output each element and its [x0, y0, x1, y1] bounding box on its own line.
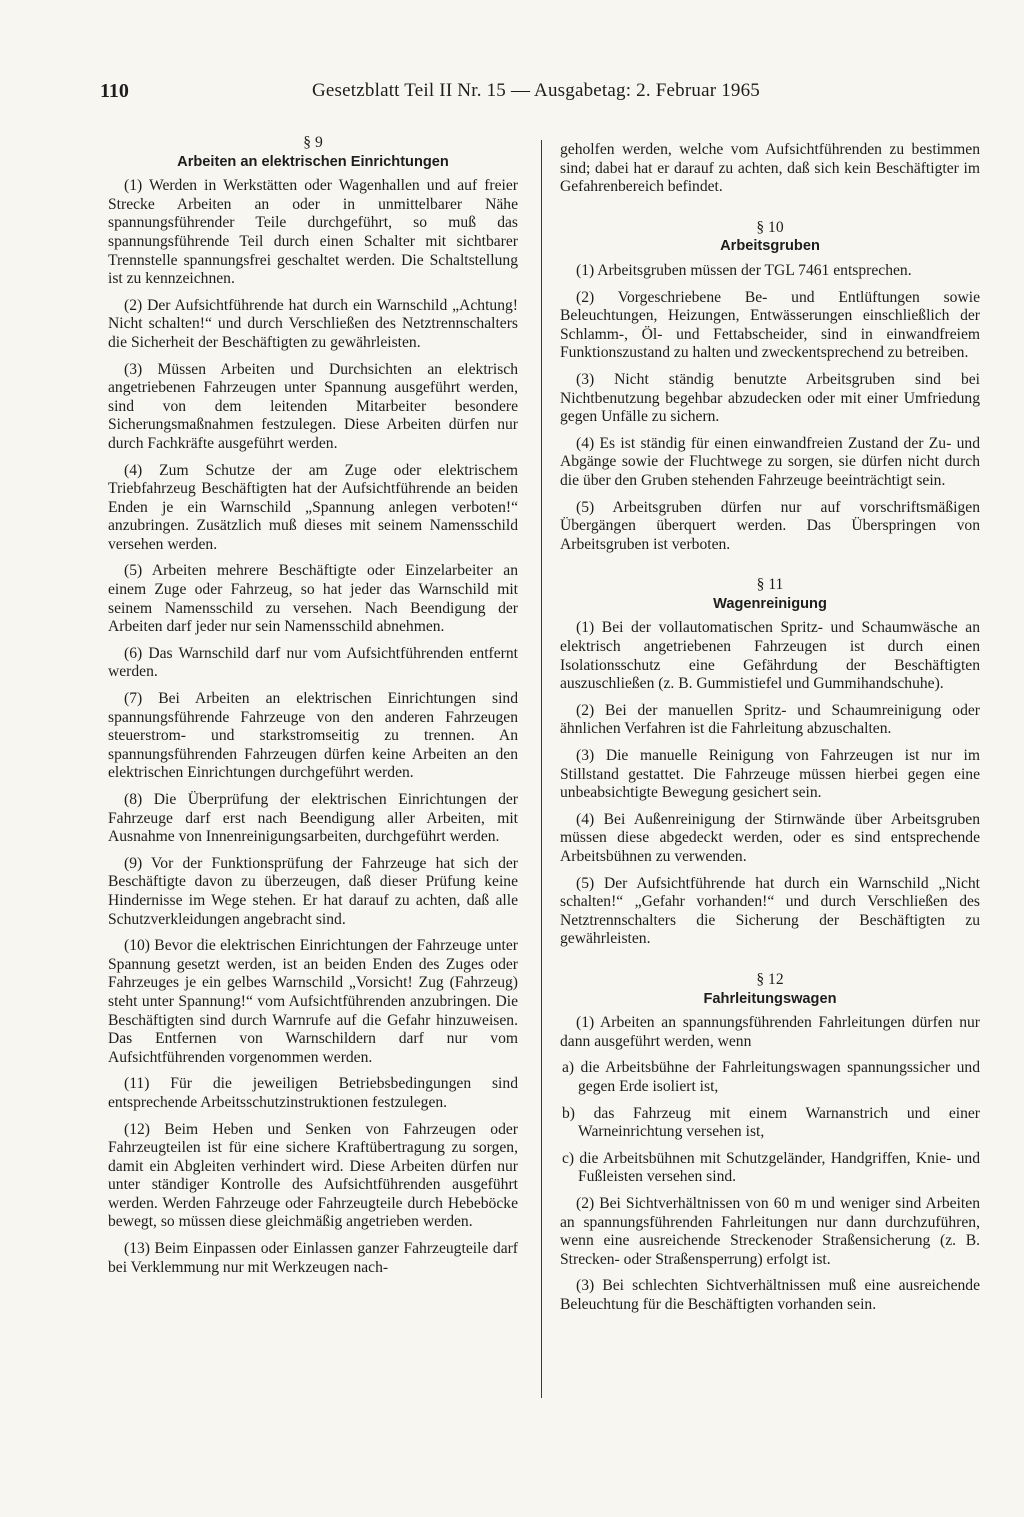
paragraph: (2) Bei der manuellen Spritz- und Schaumreinigung oder ähnlichen Verfahren ist die Fahrleitung abzuschalten. — [560, 701, 980, 738]
section-number: § 12 — [756, 970, 784, 988]
section-title: Arbeitsgruben — [720, 238, 820, 255]
paragraph: (7) Bei Arbeiten an elektrischen Einrichtungen sind spannungsführende Fahrzeuge von den anderen Fahrzeugen steuerstrom- und starkstromseitig zu trennen. An spannungsführenden Fahrzeugen dürfen keine Arbeiten an den elektrischen Einrichtungen durchgeführt werden. — [108, 690, 518, 782]
paragraph: (8) Die Überprüfung der elektrischen Einrichtungen der Fahrzeuge darf erst nach Beendigung aller Arbeiten, mit Ausnahme von Innenreinigungsarbeiten, durchgeführt werden. — [108, 791, 518, 846]
left-column — [108, 134, 518, 1285]
paragraph: (5) Der Aufsichtführende hat durch ein Warnschild „Nicht schalten!“ „Gefahr vorhanden!“ und durch Verschließen des Netztrennschalters die Sicherung der Beschäftigten zu gewährleisten. — [560, 874, 980, 948]
list-item: a) die Arbeitsbühne der Fahrleitungswagen spannungssicher und gegen Erde isoliert ist, — [562, 1059, 980, 1095]
paragraph: (5) Arbeiten mehrere Beschäftigte oder Einzelarbeiter an einem Zuge oder Fahrzeug, so hat jeder das Warnschild mit seinem Namensschild zu versehen. Nach Beendigung der Arbeiten darf jeder nur sein Namensschild abnehmen. — [108, 562, 518, 636]
paragraph: (1) Bei der vollautomatischen Spritz- und Schaumwäsche an elektrisch angetriebenen Fahrzeugen ist durch einen Isolationsschutz eine Gefährdung der Beschäftigten auszuschließen (z. B. Gummistiefel und Gummihandschuhe). — [560, 619, 980, 693]
section-12-heading — [560, 971, 980, 1008]
paragraph: (3) Müssen Arbeiten und Durchsichten an elektrisch angetriebenen Fahrzeugen unter Spannung ausgeführt werden, sind von dem leitenden Mitarbeiter besondere Sicherungsmaßnahmen festzulegen. Diese Arbeiten dürfen nur durch Fachkräfte ausgeführt werden. — [108, 360, 518, 452]
section-number: § 9 — [303, 134, 323, 151]
paragraph: (1) Werden in Werkstätten oder Wagenhallen und auf freier Strecke Arbeiten an oder in unmittelbarer Nähe spannungsführender Teile durchgeführt, so muß das spannungsführende Teil durch einen Schalter mit sichtbarer Trennstelle spannungsfrei geschaltet werden. Die Schaltstellung ist zu kennzeichnen. — [108, 177, 518, 288]
paragraph: (2) Der Aufsichtführende hat durch ein Warnschild „Achtung! Nicht schalten!“ und durch Verschließen des Netztrennschalters die Sicherheit der Beschäftigten zu gewährleisten. — [108, 296, 518, 351]
paragraph: (2) Bei Sichtverhältnissen von 60 m und weniger sind Arbeiten an spannungsführenden Fahrleitungen nur dann durchzuführen, wenn eine ausreichende Streckenoder Straßensicherung (z. B. Strecken- oder Straßensperrung) erfolgt ist. — [560, 1194, 980, 1268]
section-11-heading — [560, 576, 980, 613]
paragraph: (4) Zum Schutze der am Zuge oder elektrischem Triebfahrzeug Beschäftigten hat der Aufsichtführende an beiden Enden je ein Warnschild „Spannung anlegen verboten!“ anzubringen. Zusätzlich muß dieses mit seinem Namensschild versehen werden. — [108, 461, 518, 553]
page-number: 110 — [100, 80, 129, 102]
list-item: c) die Arbeitsbühnen mit Schutzgeländer, Handgriffen, Knie- und Fußleisten versehen sind. — [562, 1149, 980, 1186]
section-number: § 11 — [756, 576, 784, 594]
section-title: Wagenreinigung — [713, 595, 827, 612]
page-header — [100, 80, 800, 110]
paragraph: (6) Das Warnschild darf nur vom Aufsichtführenden entfernt werden. — [108, 644, 518, 681]
paragraph: (2) Vorgeschriebene Be- und Entlüftungen sowie Beleuchtungen, Heizungen, Entwässerungen einschließlich der Schlamm-, Öl- und Fettabscheider, sind in einwandfreiem Funktionszustand zu halten und zweckentsprechend zu betreiben. — [560, 288, 980, 362]
paragraph: (5) Arbeitsgruben dürfen nur auf vorschriftsmäßigen Übergängen überquert werden. Das Überspringen von Arbeitsgruben ist verboten. — [560, 498, 980, 553]
section-9-heading — [108, 134, 518, 171]
section-number: § 10 — [756, 218, 784, 236]
paragraph: (1) Arbeitsgruben müssen der TGL 7461 entsprechen. — [576, 261, 912, 279]
paragraph: (3) Bei schlechten Sichtverhältnissen muß eine ausreichende Beleuchtung für die Beschäftigten vorhanden sein. — [560, 1277, 980, 1313]
paragraph: (1) Arbeiten an spannungsführenden Fahrleitungen dürfen nur dann ausgeführt werden, wenn — [560, 1014, 980, 1050]
paragraph: (11) Für die jeweiligen Betriebsbedingungen sind entsprechende Arbeitsschutzinstruktionen festzulegen. — [108, 1075, 518, 1111]
column-divider — [541, 140, 542, 1398]
right-column — [560, 141, 980, 1322]
paragraph: (4) Es ist ständig für einen einwandfreien Zustand der Zu- und Abgänge sowie der Fluchtwege zu sorgen, sie dürfen nicht durch die über den Gruben stehenden Fahrzeuge beeinträchtigt sein. — [560, 434, 980, 489]
paragraph: (4) Bei Außenreinigung der Stirnwände über Arbeitsgruben müssen diese abgedeckt werden, oder es sind entsprechende Arbeitsbühnen zu verwenden. — [560, 810, 980, 865]
section-10-heading — [560, 219, 980, 256]
paragraph: (3) Die manuelle Reinigung von Fahrzeugen ist nur im Stillstand gestattet. Die Fahrzeuge müssen hierbei gegen eine unbeabsichtigte Bewegung gesichert sein. — [560, 747, 980, 802]
paragraph: (13) Beim Einpassen oder Einlassen ganzer Fahrzeugteile darf bei Verklemmung nur mit Werkzeugen nach- — [108, 1240, 518, 1276]
paragraph: (10) Bevor die elektrischen Einrichtungen der Fahrzeuge unter Spannung gesetzt werden, ist an beiden Enden des Zuges oder Fahrzeuges je ein gelbes Warnschild „Vorsicht! Zug (Fahrzeug) steht unter Spannung!“ vom Aufsichtführenden anzubringen. Die Beschäftigten sind durch Warnrufe auf die Gefahr hinzuweisen. Das Entfernen von Warnschildern darf nur vom Aufsichtführenden vorgenommen werden. — [108, 937, 518, 1066]
running-title: Gesetzblatt Teil II Nr. 15 — Ausgabetag: 2. Februar 1965 — [312, 80, 761, 101]
paragraph-continuation: geholfen werden, welche vom Aufsichtführenden zu bestimmen sind; dabei hat er darauf zu achten, daß sich kein Beschäftigter im Gefahrenbereich befindet. — [560, 141, 980, 196]
paragraph: (3) Nicht ständig benutzte Arbeitsgruben sind bei Nichtbenutzung begehbar abzudecken oder mit einer Umfriedung gegen Unfälle zu sichern. — [560, 370, 980, 426]
section-title: Arbeiten an elektrischen Einrichtungen — [177, 153, 449, 170]
section-title: Fahrleitungswagen — [703, 990, 837, 1007]
paragraph: (9) Vor der Funktionsprüfung der Fahrzeuge hat sich der Beschäftigte davon zu überzeugen, daß dieser Prüfung keine Hindernisse im Wege stehen. Er hat darauf zu achten, daß alle Schutzverkleidungen angebracht sind. — [108, 854, 518, 928]
list-item: b) das Fahrzeug mit einem Warnanstrich und einer Warneinrichtung versehen ist, — [562, 1104, 980, 1141]
paragraph: (12) Beim Heben und Senken von Fahrzeugen oder Fahrzeugteilen ist für eine sichere Kraftübertragung zu sorgen, damit ein Abgleiten verhindert wird. Diese Arbeiten dürfen nur unter ständiger Kontrolle des Aufsichtführenden ausgeführt werden. Werden Fahrzeuge oder Fahrzeugteile durch Hebeböcke bewegt, so müssen diese gleichmäßig angetrieben werden. — [108, 1120, 518, 1231]
